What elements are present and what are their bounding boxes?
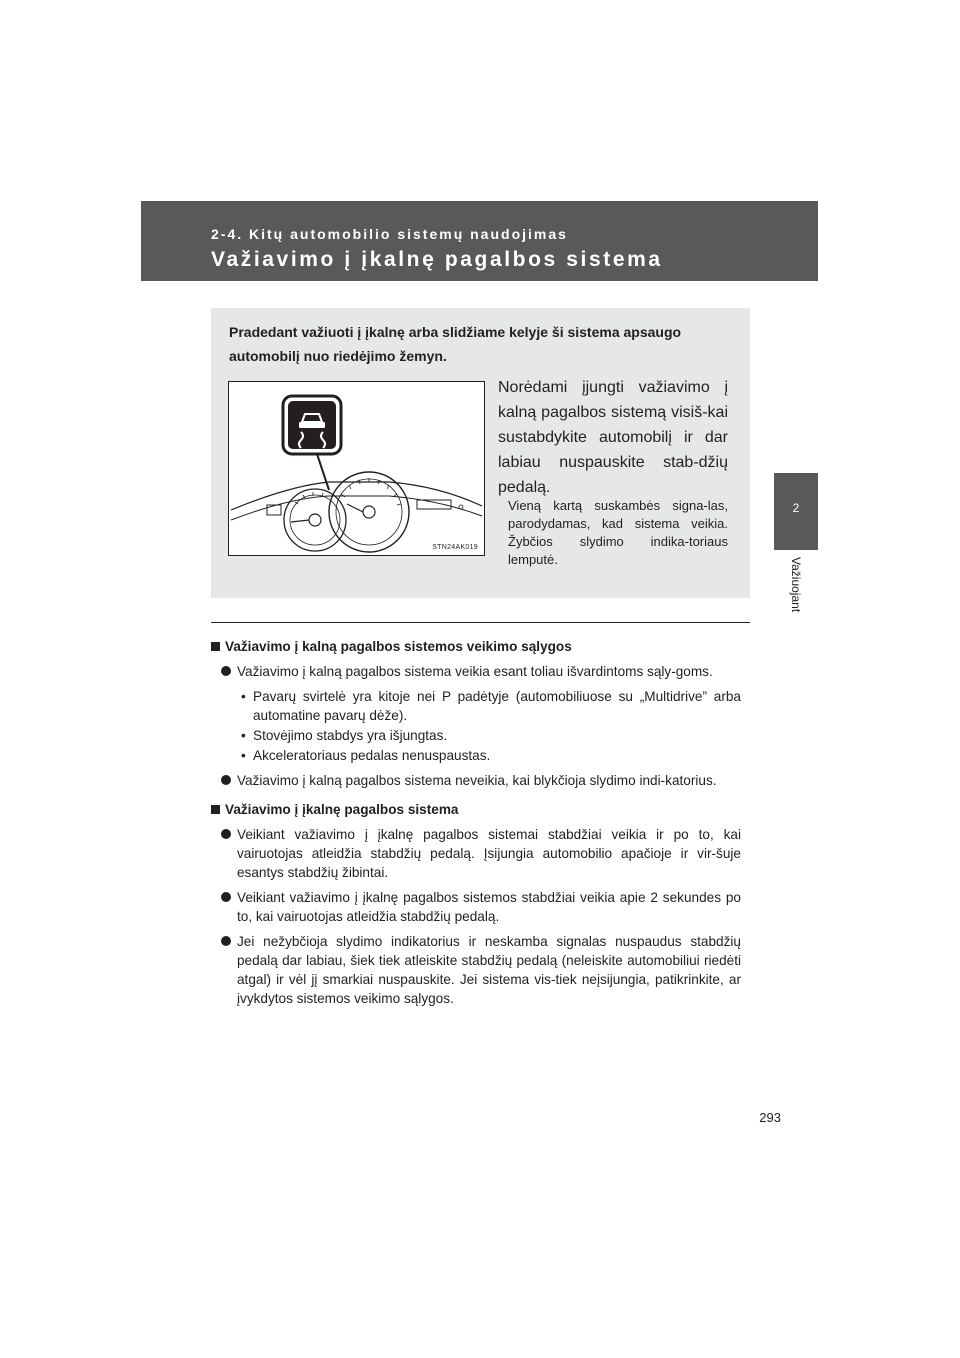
intro-note: Vieną kartą suskambės signa-las, parodydamas, kad sistema veikia. Žybčios slydimo indika-toriaus lemputė. (508, 498, 728, 567)
figure-code: STN24AK019 (432, 544, 478, 551)
section-heading-text: Važiavimo į įkalnę pagalbos sistema (225, 802, 459, 817)
circle-bullet-icon (221, 936, 231, 946)
section-label: 2-4. Kitų automobilio sistemų naudojimas (211, 226, 568, 242)
sub-list-item-text: Pavarų svirtelė yra kitoje nei P padėtyje (automobiliuose su „Multidrive” arba automatine pavarų dėže). (253, 689, 741, 723)
dashboard-illustration (228, 381, 485, 556)
square-bullet-icon (211, 642, 220, 651)
list-item-text: Veikiant važiavimo į įkalnę pagalbos sistemai stabdžiai veikia ir po to, kai vairuotojas atleidžia stabdžių pedalą. Įsijungia automobilio apačioje ir vir-šuje esantys stabdžių žibintai. (237, 827, 741, 880)
list-item (221, 825, 741, 882)
list-item (221, 932, 741, 1008)
list-item (221, 662, 741, 681)
square-bullet-icon (211, 805, 220, 814)
list-item-text: Važiavimo į kalną pagalbos sistema neveikia, kai blykčioja slydimo indi-katorius. (237, 773, 717, 788)
chapter-label: Važiuojant (789, 557, 803, 613)
header-band (141, 201, 818, 281)
intro-instruction: Norėdami įjungti važiavimo į kalną pagalbos sistemą visiš-kai sustabdykite automobilį ir dar labiau nuspauskite stab-džių pedalą. (498, 379, 728, 496)
sub-list-item: • Pavarų svirtelė yra kitoje nei P padėtyje (automobiliuose su „Multidrive” arba automatine pavarų dėže). (241, 689, 741, 723)
sub-list-item: • Stovėjimo stabdys yra išjungtas. (241, 726, 741, 745)
list-item-text: Jei nežybčioja slydimo indikatorius ir neskamba signalas nuspaudus stabdžių pedalą dar labiau, šiek tiek atleiskite stabdžių pedalą (neleiskite automobiliui riedėti atgal) ir vėl jį smarkiai nuspauskite. Jei sistema vis-tiek neįsijungia, patikrinkite, ar įvykdytos sistemos veikimo sąlygos. (237, 934, 741, 1006)
sub-list-item-text: Stovėjimo stabdys yra išjungtas. (253, 728, 448, 743)
intro-box (211, 308, 750, 598)
sub-list-item: • Akceleratoriaus pedalas nenuspaustas. (241, 746, 741, 765)
sub-list-item-text: Akceleratoriaus pedalas nenuspaustas. (253, 748, 491, 763)
page-number: 293 (759, 1110, 781, 1125)
list-item (221, 771, 741, 790)
section-divider (211, 622, 750, 623)
list-item (221, 888, 741, 926)
circle-bullet-icon (221, 666, 231, 676)
circle-bullet-icon (221, 892, 231, 902)
section-heading (211, 800, 741, 819)
circle-bullet-icon (221, 775, 231, 785)
instrument-cluster-drawing (229, 382, 484, 555)
circle-bullet-icon (221, 829, 231, 839)
chapter-tab (774, 473, 818, 550)
section-heading (211, 637, 741, 656)
intro-lead: Pradedant važiuoti į įkalnę arba slidžiame kelyje ši sistema apsaugo automobilį nuo riedėjimo žemyn. (229, 324, 682, 364)
body-content (211, 637, 741, 1014)
list-item-text: Važiavimo į kalną pagalbos sistema veikia esant toliau išvardintoms sąly-goms. (237, 664, 713, 679)
sub-list (211, 687, 741, 765)
list-item-text: Veikiant važiavimo į įkalnę pagalbos sistemos stabdžiai veikia apie 2 sekundes po to, kai vairuotojas atleidžia stabdžių pedalą. (237, 890, 741, 924)
section-heading-text: Važiavimo į kalną pagalbos sistemos veikimo sąlygos (225, 639, 572, 654)
page-title: Važiavimo į įkalnę pagalbos sistema (211, 248, 663, 271)
chapter-number: 2 (792, 501, 800, 515)
